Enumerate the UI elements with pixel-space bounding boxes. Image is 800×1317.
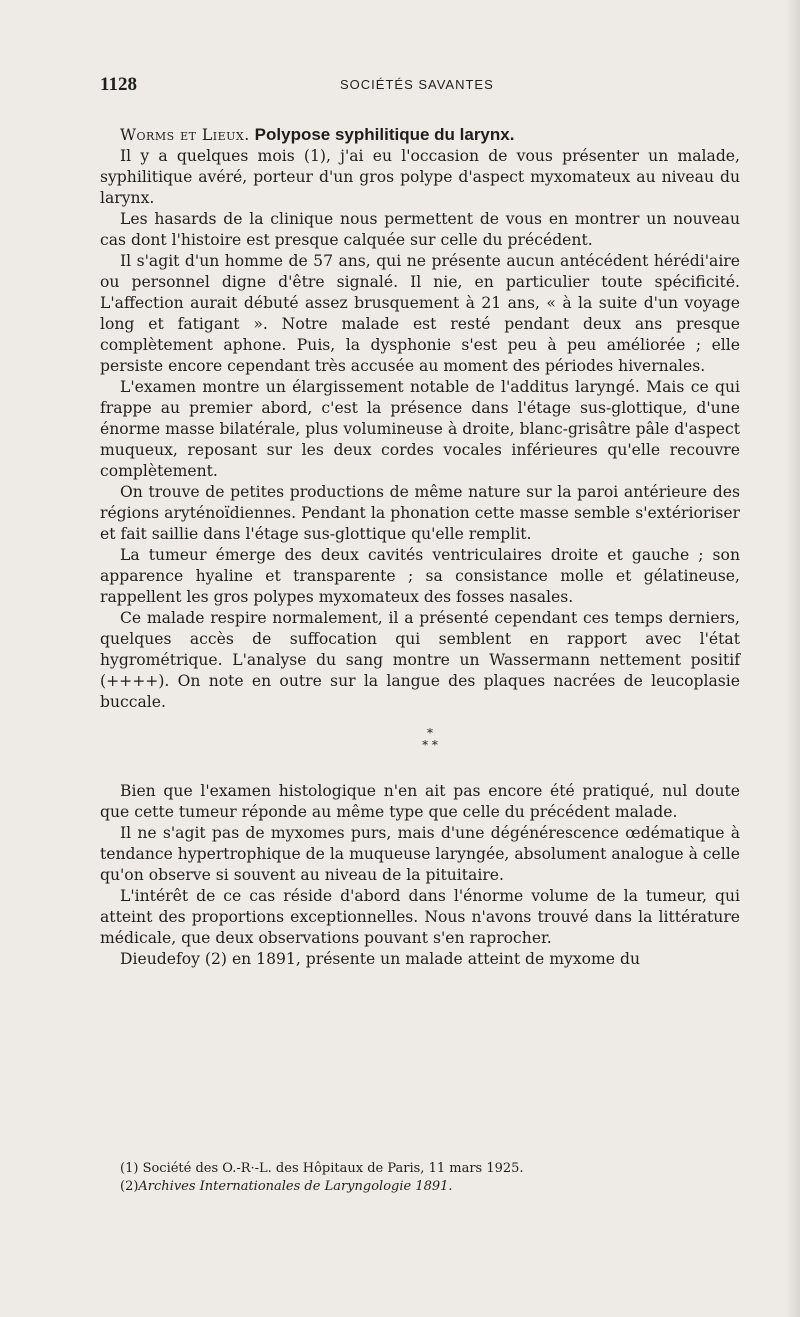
paragraph: Ce malade respire normalement, il a présenté cependant ces temps derniers, quelques accès de suffocation qui semblent en rapport avec l'état hygrométrique. L'analyse du sang montre un Wassermann nettement positif (++++). On note en outre sur la langue des plaques nacrées de leucoplasie buccale. [100, 609, 740, 711]
page-header [100, 74, 740, 96]
paragraph: Il ne s'agit pas de myxomes purs, mais d'une dégénérescence œdématique à tendance hypertrophique de la muqueuse laryngée, absolument analogue à celle qu'on observe si souvent au niveau de la pituitaire. [100, 824, 740, 884]
footnote-1 [100, 1160, 740, 1178]
paragraph: Il s'agit d'un homme de 57 ans, qui ne présente aucun antécédent hérédi'aire ou personnel digne d'être signalé. Il nie, en particulier toute spécificité. L'affection aurait débuté assez brusquement à 21 ans, « à la suite d'un voyage long et fatigant ». Notre malade est resté pendant deux ans presque complètement aphone. Puis, la dysphonie s'est peu à peu améliorée ; elle persiste encore cependant très accusée au moment des périodes hivernales. [100, 252, 740, 375]
paragraph: L'examen montre un élargissement notable de l'additus laryngé. Mais ce qui frappe au premier abord, c'est la présence dans l'étage sus-glottique, d'une énorme masse bilatérale, plus volumineuse à droite, blanc-grisâtre pâle d'aspect muqueux, reposant sur les deux cordes vocales inférieures qu'elle recouvre complètement. [100, 378, 740, 480]
footnote-marker: (2) [120, 1179, 139, 1194]
paragraph: Dieudefoy (2) en 1891, présente un malade atteint de myxome du [120, 950, 640, 968]
asterism-bottom: * * [422, 738, 438, 752]
paragraph: Bien que l'examen histologique n'en ait pas encore été pratiqué, nul doute que cette tumeur réponde au même type que celle du précédent malade. [100, 782, 740, 821]
article-authors: Worms et Lieux. [120, 126, 250, 144]
article-heading [100, 124, 740, 146]
running-title: SOCIÉTÉS SAVANTES [340, 77, 494, 92]
asterism-top: * [427, 726, 433, 740]
footnote-marker: (1) [120, 1161, 139, 1176]
page-number: 1128 [100, 74, 137, 95]
page-edge-shadow [786, 0, 800, 1317]
paragraph: On trouve de petites productions de même nature sur la paroi antérieure des régions aryténoïdiennes. Pendant la phonation cette masse semble s'extérioriser et fait saillie dans l'étage sus-glottique qu'elle remplit. [100, 483, 740, 543]
footnote-text: Société des O.-R·-L. des Hôpitaux de Paris, 11 mars 1925. [142, 1161, 524, 1176]
footnotes [100, 1160, 740, 1196]
article-title: Polypose syphilitique du larynx. [254, 125, 515, 144]
paragraph: L'intérêt de ce cas réside d'abord dans l'énorme volume de la tumeur, qui atteint des proportions exceptionnelles. Nous n'avons trouvé dans la littérature médicale, que deux observations pouvant s'en raprocher. [100, 887, 740, 947]
footnote-text: Archives Internationales de Laryngologie 1891. [138, 1179, 453, 1194]
section-asterism [100, 727, 740, 751]
footnote-2 [100, 1178, 740, 1196]
paragraph: La tumeur émerge des deux cavités ventriculaires droite et gauche ; son apparence hyaline et transparente ; sa consistance molle et gélatineuse, rappellent les gros polypes myxomateux des fosses nasales. [100, 546, 740, 606]
paragraph: Les hasards de la clinique nous permettent de vous en montrer un nouveau cas dont l'histoire est presque calquée sur celle du précédent. [100, 210, 740, 249]
paragraph: Il y a quelques mois (1), j'ai eu l'occasion de vous présenter un malade, syphilitique avéré, porteur d'un gros polype d'aspect myxomateux au niveau du larynx. [100, 147, 740, 207]
article-body [100, 124, 740, 970]
